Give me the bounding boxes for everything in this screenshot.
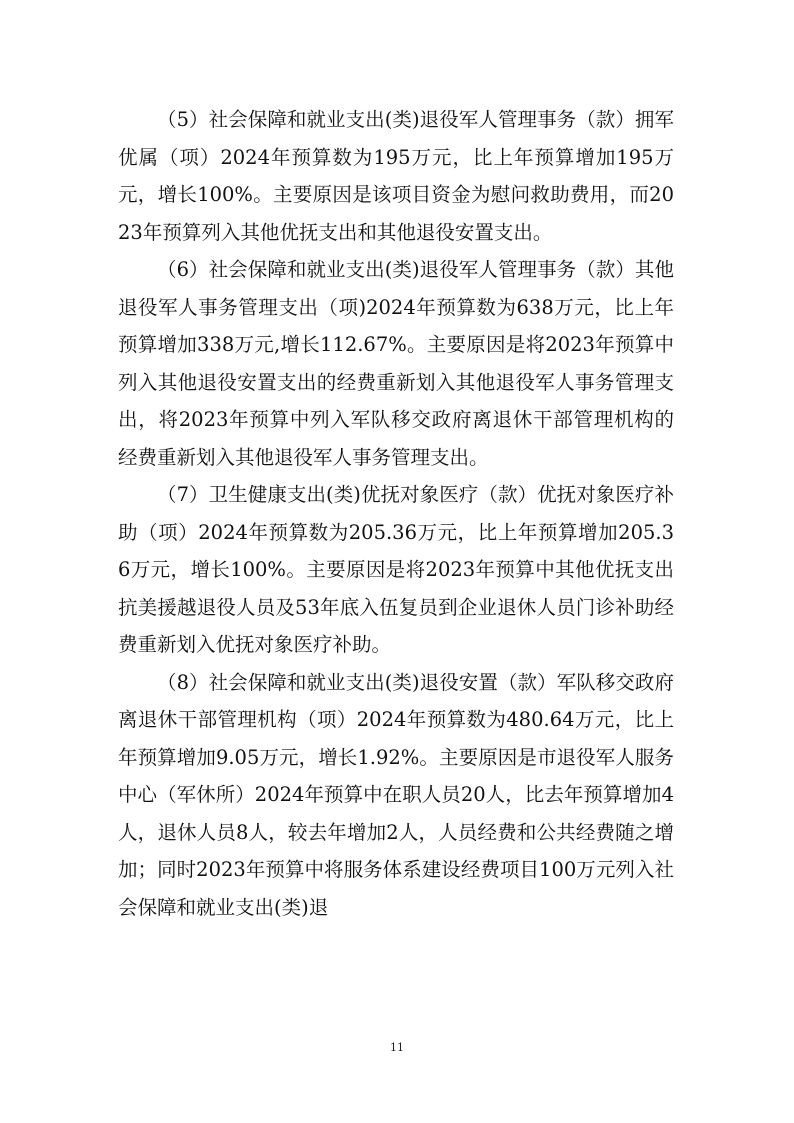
page-number: 11 (390, 1041, 404, 1054)
paragraph-7: （7）卫生健康支出(类)优抚对象医疗（款）优抚对象医疗补助（项）2024年预算数为205.36万元，比上年预算增加205.36万元，增长100%。主要原因是将2023年预算中其他优抚支出抗美援越退役人员及53年底入伍复员到企业退休人员门诊补助经费重新划入优抚对象医疗补助。 (118, 483, 674, 656)
paragraph-8: （8）社会保障和就业支出(类)退役安置（款）军队移交政府离退休干部管理机构（项）2024年预算数为480.64万元，比上年预算增加9.05万元，增长1.92%。主要原因是市退役军人服务中心（军休所）2024年预算中在职人员20人，比去年预算增加4人，退休人员8人，较去年增加2人，人员经费和公共经费随之增加；同时2023年预算中将服务体系建设经费项目100万元列入社会保障和就业支出(类)退 (118, 670, 674, 919)
body-text (118, 101, 674, 926)
paragraph-6: （6）社会保障和就业支出(类)退役军人管理事务（款）其他退役军人事务管理支出（项)2024年预算数为638万元，比上年预算增加338万元,增长112.67%。主要原因是将2023年预算中列入其他退役安置支出的经费重新划入其他退役军人事务管理支出，将2023年预算中列入军队移交政府离退休干部管理机构的经费重新划入其他退役军人事务管理支出。 (118, 258, 674, 469)
paragraph-5: （5）社会保障和就业支出(类)退役军人管理事务（款）拥军优属（项）2024年预算数为195万元，比上年预算增加195万元，增长100%。主要原因是该项目资金为慰问救助费用，而2023年预算列入其他优抚支出和其他退役安置支出。 (118, 108, 674, 244)
